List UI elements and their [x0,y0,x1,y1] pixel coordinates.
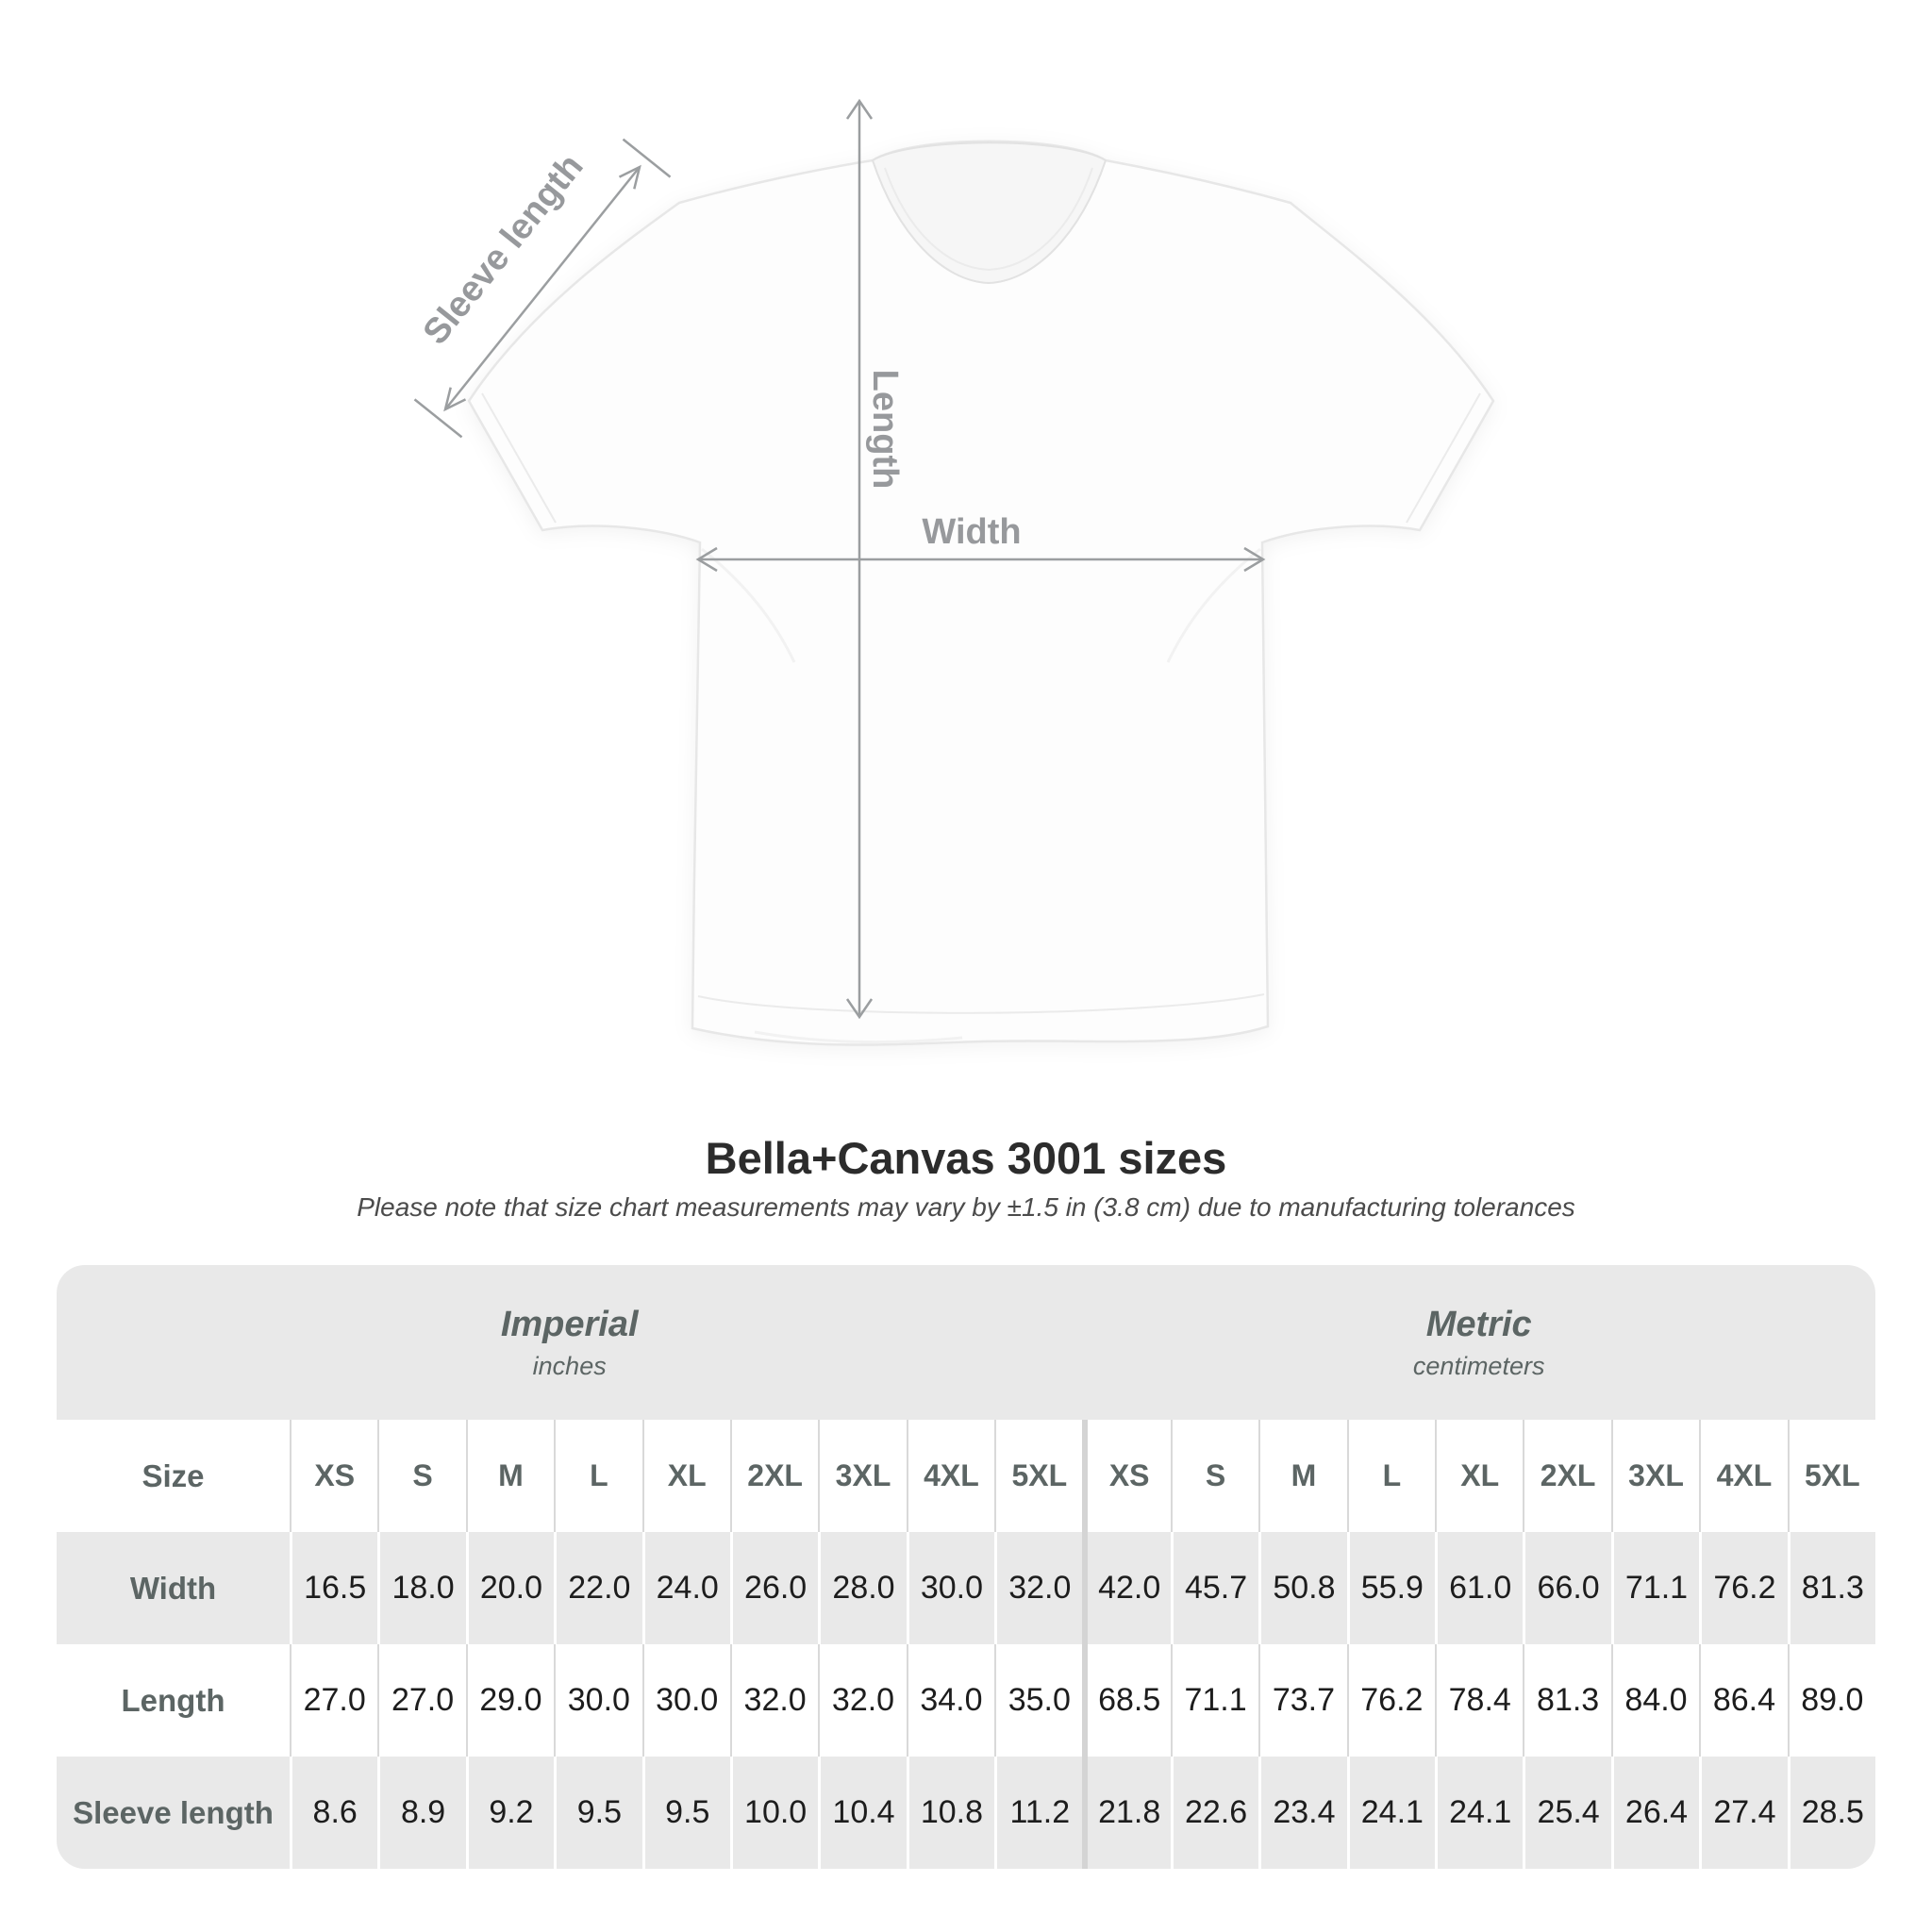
row-label: Sleeve length [73,1794,274,1830]
measurement-cell: 24.1 [1435,1757,1523,1869]
tolerance-note: Please note that size chart measurements may vary by ±1.5 in (3.8 cm) due to manufacturing tolerances [357,1192,1575,1222]
size-col-header: 5XL [994,1420,1082,1532]
measurement-cell: 25.4 [1523,1757,1610,1869]
size-table-rows [57,1420,1875,1869]
measurement-cell: 27.0 [377,1644,465,1757]
measurement-cell: 10.8 [907,1757,994,1869]
measurement-cell: 78.4 [1435,1644,1523,1757]
size-col-header: S [377,1420,465,1532]
measurement-cell: 86.4 [1699,1644,1787,1757]
measurement-cell: 68.5 [1082,1644,1170,1757]
measurement-cell: 28.0 [818,1532,906,1644]
measurement-cell: 24.0 [642,1532,730,1644]
size-col-header: 3XL [818,1420,906,1532]
measurement-cell: 76.2 [1699,1532,1787,1644]
measurement-cell: 22.6 [1171,1757,1258,1869]
measurement-cell: 8.9 [377,1757,465,1869]
measurement-cell: 35.0 [994,1644,1082,1757]
size-col-header: XL [642,1420,730,1532]
size-col-header: S [1171,1420,1258,1532]
measurement-cell: 21.8 [1082,1757,1170,1869]
measurement-cell: 71.1 [1171,1644,1258,1757]
measurement-cell: 10.0 [730,1757,818,1869]
metric-unit: centimeters [1412,1351,1545,1380]
measurement-cell: 9.5 [642,1757,730,1869]
row-label: Width [129,1570,217,1606]
size-header-row [57,1420,1875,1532]
measurement-cell: 32.0 [818,1644,906,1757]
sleeve-dimension-label: Sleeve length [415,146,591,353]
size-col-header: XS [290,1420,377,1532]
measurement-cell: 34.0 [907,1644,994,1757]
measurement-cell: 66.0 [1523,1532,1610,1644]
measurement-row [57,1644,1875,1757]
measurement-cell: 22.0 [554,1532,641,1644]
width-dimension-label: Width [922,512,1022,552]
measurement-cell: 89.0 [1788,1644,1875,1757]
size-col-header: 2XL [1523,1420,1610,1532]
row-label: Length [121,1682,225,1718]
measurement-cell: 81.3 [1788,1532,1875,1644]
measurement-cell: 32.0 [994,1532,1082,1644]
measurement-cell: 55.9 [1347,1532,1435,1644]
metric-title: Metric [1425,1304,1532,1344]
metric-header [1082,1265,1875,1420]
measurement-cell: 9.5 [554,1757,641,1869]
measurement-cell: 30.0 [907,1532,994,1644]
page-title: Bella+Canvas 3001 sizes [705,1133,1227,1183]
measurement-cell: 11.2 [994,1757,1082,1869]
measurement-cell: 76.2 [1347,1644,1435,1757]
measurement-cell: 30.0 [554,1644,641,1757]
measurement-cell: 8.6 [290,1757,377,1869]
measurement-cell: 16.5 [290,1532,377,1644]
size-col-header: 4XL [907,1420,994,1532]
measurement-cell: 81.3 [1523,1644,1610,1757]
size-col-header: L [554,1420,641,1532]
measurement-cell: 28.5 [1788,1757,1875,1869]
measurement-cell: 24.1 [1347,1757,1435,1869]
measurement-cell: 61.0 [1435,1532,1523,1644]
measurement-cell: 26.0 [730,1532,818,1644]
unit-header-band [57,1265,1875,1420]
size-col-header: M [1258,1420,1346,1532]
measurement-cell: 26.4 [1611,1757,1699,1869]
tshirt-illustration [469,142,1493,1045]
measurement-cell: 27.4 [1699,1757,1787,1869]
size-col-header: M [466,1420,554,1532]
measurement-row [57,1757,1875,1869]
imperial-title: Imperial [500,1304,639,1344]
measurement-cell: 18.0 [377,1532,465,1644]
measurement-cell: 30.0 [642,1644,730,1757]
imperial-unit: inches [532,1351,607,1380]
size-col-header: 3XL [1611,1420,1699,1532]
imperial-header [57,1265,1082,1420]
size-col-header: XS [1082,1420,1170,1532]
measurement-cell: 29.0 [466,1644,554,1757]
size-table [57,1265,1875,1869]
measurement-cell: 23.4 [1258,1757,1346,1869]
measurement-cell: 42.0 [1082,1532,1170,1644]
measurement-cell: 9.2 [466,1757,554,1869]
measurement-cell: 20.0 [466,1532,554,1644]
measurement-cell: 27.0 [290,1644,377,1757]
measurement-cell: 10.4 [818,1757,906,1869]
size-col-header: 5XL [1788,1420,1875,1532]
size-col-header: 2XL [730,1420,818,1532]
measurement-cell: 71.1 [1611,1532,1699,1644]
measurement-row [57,1532,1875,1644]
size-col-header: L [1347,1420,1435,1532]
measurement-cell: 84.0 [1611,1644,1699,1757]
size-column-header: Size [142,1457,205,1493]
size-col-header: XL [1435,1420,1523,1532]
measurement-cell: 73.7 [1258,1644,1346,1757]
measurement-cell: 50.8 [1258,1532,1346,1644]
measurement-cell: 32.0 [730,1644,818,1757]
measurement-cell: 45.7 [1171,1532,1258,1644]
length-dimension-label: Length [864,369,905,490]
size-col-header: 4XL [1699,1420,1787,1532]
